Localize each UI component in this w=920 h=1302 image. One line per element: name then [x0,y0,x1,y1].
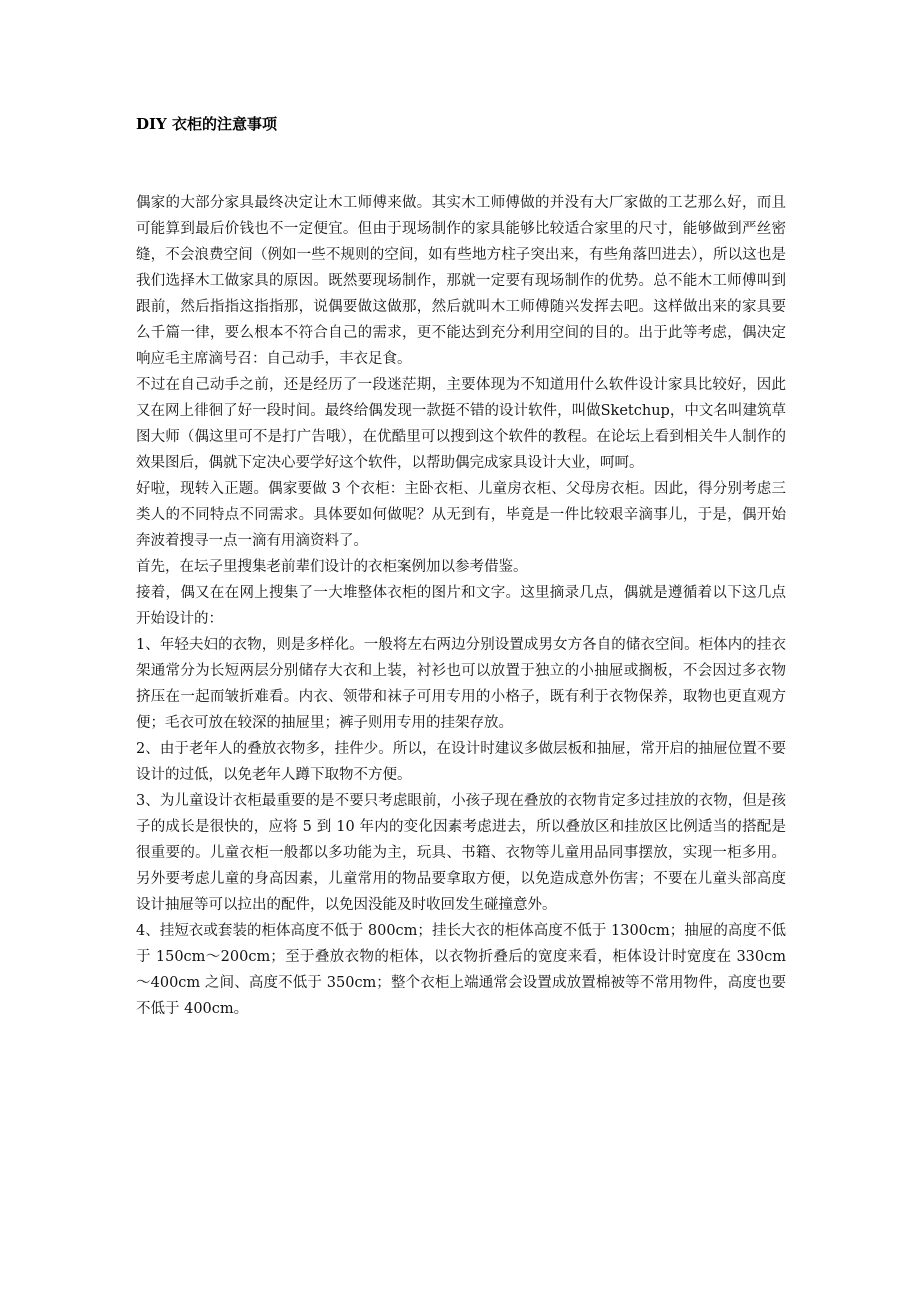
paragraph: 好啦，现转入正题。偶家要做 3 个衣柜：主卧衣柜、儿童房衣柜、父母房衣柜。因此，得分别考虑三类人的不同特点不同需求。具体要如何做呢？从无到有，毕竟是一件比较艰辛滴事儿，于是，偶开始奔波着搜寻一点一滴有用滴资料了。 [136,481,786,549]
document-title: DIY 衣柜的注意事项 [136,115,277,133]
document-body [136,190,786,1022]
paragraph: 2、由于老年人的叠放衣物多，挂件少。所以，在设计时建议多做层板和抽屉，常开启的抽屉位置不要设计的过低，以免老年人蹲下取物不方便。 [136,741,786,783]
paragraph: 接着，偶又在在网上搜集了一大堆整体衣柜的图片和文字。这里摘录几点，偶就是遵循着以下这几点开始设计的： [136,585,786,627]
paragraph: 首先，在坛子里搜集老前辈们设计的衣柜案例加以参考借鉴。 [136,559,528,575]
paragraph: 偶家的大部分家具最终决定让木工师傅来做。其实木工师傅做的并没有大厂家做的工艺那么好，而且可能算到最后价钱也不一定便宜。但由于现场制作的家具能够比较适合家里的尺寸，能够做到严丝密缝，不会浪费空间（例如一些不规则的空间，如有些地方柱子突出来，有些角落凹进去），所以这也是我们选择木工做家具的原因。既然要现场制作，那就一定要有现场制作的优势。总不能木工师傅叫到跟前，然后指指这指指那，说偶要做这做那，然后就叫木工师傅随兴发挥去吧。这样做出来的家具要么千篇一律，要么根本不符合自己的需求，更不能达到充分利用空间的目的。出于此等考虑，偶决定响应毛主席滴号召：自己动手，丰衣足食。 [136,195,786,367]
paragraph: 不过在自己动手之前，还是经历了一段迷茫期，主要体现为不知道用什么软件设计家具比较好，因此又在网上徘徊了好一段时间。最终给偶发现一款挺不错的设计软件，叫做Sketchup，中文名叫建筑草图大师（偶这里可不是打广告哦），在优酷里可以搜到这个软件的教程。在论坛上看到相关牛人制作的效果图后，偶就下定决心要学好这个软件，以帮助偶完成家具设计大业，呵呵。 [136,377,786,471]
paragraph: 3、为儿童设计衣柜最重要的是不要只考虑眼前，小孩子现在叠放的衣物肯定多过挂放的衣物，但是孩子的成长是很快的，应将 5 到 10 年内的变化因素考虑进去，所以叠放区和挂放区比例适当的搭配是很重要的。儿童衣柜一般都以多功能为主，玩具、书籍、衣物等儿童用品同事摆放，实现一柜多用。另外要考虑儿童的身高因素，儿童常用的物品要拿取方便，以免造成意外伤害；不要在儿童头部高度设计抽屉等可以拉出的配件，以免因没能及时收回发生碰撞意外。 [136,793,786,913]
paragraph: 4、挂短衣或套装的柜体高度不低于 800cm；挂长大衣的柜体高度不低于 1300cm；抽屉的高度不低于 150cm～200cm；至于叠放衣物的柜体，以衣物折叠后的宽度来看，柜体设计时宽度在 330cm～400cm 之间、高度不低于 350cm；整个衣柜上端通常会设置成放置棉被等不常用物件，高度也要不低于 400cm。 [136,923,786,1017]
paragraph: 1、年轻夫妇的衣物，则是多样化。一般将左右两边分别设置成男女方各自的储衣空间。柜体内的挂衣架通常分为长短两层分别储存大衣和上装，衬衫也可以放置于独立的小抽屉或搁板，不会因过多衣物挤压在一起而皱折难看。内衣、领带和袜子可用专用的小格子，既有利于衣物保养，取物也更直观方便；毛衣可放在较深的抽屉里；裤子则用专用的挂架存放。 [136,637,786,731]
